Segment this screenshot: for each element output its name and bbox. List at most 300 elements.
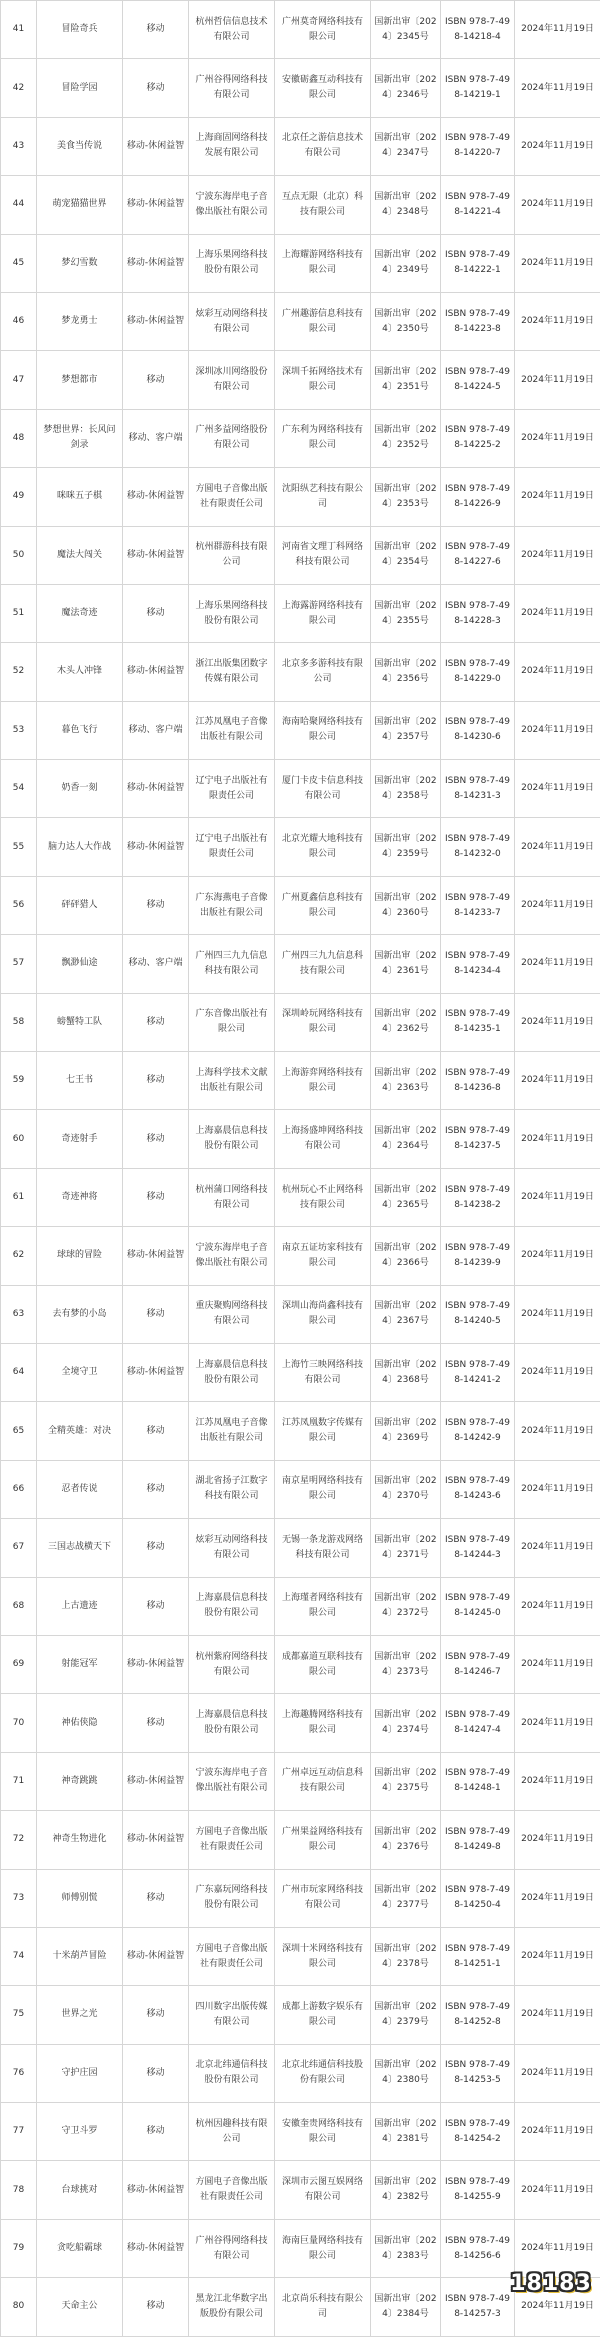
game-category-cell: 移动-休闲益智: [123, 2161, 189, 2219]
row-number-cell: 43: [1, 117, 37, 175]
table-row: [1, 59, 600, 117]
publisher-unit-cell: 上海乐果网络科技股份有限公司: [189, 584, 275, 642]
isbn-number-cell: ISBN 978-7-498-14240-5: [441, 1285, 515, 1343]
game-category-cell: 移动-休闲益智: [123, 1927, 189, 1985]
table-row: [1, 1052, 600, 1110]
table-row: [1, 935, 600, 993]
game-category-cell: 移动-休闲益智: [123, 1343, 189, 1401]
approval-date-cell: 2024年11月19日: [515, 818, 600, 876]
table-row: [1, 1752, 600, 1810]
approval-date-cell: 2024年11月19日: [515, 1402, 600, 1460]
operator-unit-cell: 成都嘉道互联科技有限公司: [275, 1635, 371, 1693]
operator-unit-cell: 北京尚乐科技有限公司: [275, 2278, 371, 2336]
game-name-cell: 梦幻雪数: [37, 234, 123, 292]
approval-date-cell: 2024年11月19日: [515, 526, 600, 584]
operator-unit-cell: 上海游弈网络科技有限公司: [275, 1052, 371, 1110]
operator-unit-cell: 北京多多游科技有限公司: [275, 643, 371, 701]
isbn-number-cell: ISBN 978-7-498-14232-0: [441, 818, 515, 876]
approval-number-cell: 国新出审〔2024〕2360号: [371, 876, 441, 934]
table-row: [1, 1110, 600, 1168]
row-number-cell: 59: [1, 1052, 37, 1110]
game-category-cell: 移动: [123, 1869, 189, 1927]
game-category-cell: 移动: [123, 1577, 189, 1635]
row-number-cell: 47: [1, 351, 37, 409]
isbn-number-cell: ISBN 978-7-498-14252-8: [441, 1986, 515, 2044]
row-number-cell: 65: [1, 1402, 37, 1460]
isbn-number-cell: ISBN 978-7-498-14222-1: [441, 234, 515, 292]
approval-date-cell: 2024年11月19日: [515, 993, 600, 1051]
operator-unit-cell: 互点无限（北京）科技有限公司: [275, 176, 371, 234]
game-name-cell: 奶香一刻: [37, 760, 123, 818]
operator-unit-cell: 北京北纬通信科技股份有限公司: [275, 2044, 371, 2102]
game-category-cell: 移动: [123, 1168, 189, 1226]
approval-date-cell: 2024年11月19日: [515, 701, 600, 759]
operator-unit-cell: 南京五证坊家科技有限公司: [275, 1227, 371, 1285]
game-category-cell: 移动-休闲益智: [123, 643, 189, 701]
approval-date-cell: 2024年11月19日: [515, 584, 600, 642]
game-name-cell: 冒险学园: [37, 59, 123, 117]
game-name-cell: 砰砰猎人: [37, 876, 123, 934]
game-name-cell: 守护庄园: [37, 2044, 123, 2102]
approval-date-cell: 2024年11月19日: [515, 1869, 600, 1927]
game-name-cell: 全境守卫: [37, 1343, 123, 1401]
operator-unit-cell: 厦门卡皮卡信息科技有限公司: [275, 760, 371, 818]
row-number-cell: 79: [1, 2219, 37, 2277]
isbn-number-cell: ISBN 978-7-498-14218-4: [441, 1, 515, 59]
game-name-cell: 射能冠军: [37, 1635, 123, 1693]
table-row: [1, 526, 600, 584]
approval-number-cell: 国新出审〔2024〕2365号: [371, 1168, 441, 1226]
approval-date-cell: 2024年11月19日: [515, 1694, 600, 1752]
game-category-cell: 移动-休闲益智: [123, 1752, 189, 1810]
approval-number-cell: 国新出审〔2024〕2354号: [371, 526, 441, 584]
row-number-cell: 46: [1, 292, 37, 350]
game-name-cell: 冒险奇兵: [37, 1, 123, 59]
row-number-cell: 76: [1, 2044, 37, 2102]
table-row: [1, 1343, 600, 1401]
table-row: [1, 1635, 600, 1693]
approval-number-cell: 国新出审〔2024〕2363号: [371, 1052, 441, 1110]
approval-date-cell: 2024年11月19日: [515, 1460, 600, 1518]
game-category-cell: 移动-休闲益智: [123, 1227, 189, 1285]
operator-unit-cell: 江苏凤凰数字传媒有限公司: [275, 1402, 371, 1460]
operator-unit-cell: 广州四三九九信息科技有限公司: [275, 935, 371, 993]
approval-number-cell: 国新出审〔2024〕2353号: [371, 468, 441, 526]
isbn-number-cell: ISBN 978-7-498-14219-1: [441, 59, 515, 117]
row-number-cell: 53: [1, 701, 37, 759]
game-name-cell: 神奇跳跳: [37, 1752, 123, 1810]
table-row: [1, 584, 600, 642]
game-category-cell: 移动-休闲益智: [123, 818, 189, 876]
publisher-unit-cell: 四川数字出版传媒有限公司: [189, 1986, 275, 2044]
isbn-number-cell: ISBN 978-7-498-14234-4: [441, 935, 515, 993]
game-name-cell: 七王书: [37, 1052, 123, 1110]
game-name-cell: 螃蟹特工队: [37, 993, 123, 1051]
game-category-cell: 移动: [123, 1, 189, 59]
table-row: [1, 1168, 600, 1226]
approval-date-cell: 2024年11月19日: [515, 1, 600, 59]
game-name-cell: 梦想都市: [37, 351, 123, 409]
operator-unit-cell: 河南省文理丁科网络科技有限公司: [275, 526, 371, 584]
game-category-cell: 移动-休闲益智: [123, 1811, 189, 1869]
approval-date-cell: 2024年11月19日: [515, 292, 600, 350]
publisher-unit-cell: 上海乐果网络科技股份有限公司: [189, 234, 275, 292]
approval-date-cell: 2024年11月19日: [515, 351, 600, 409]
isbn-number-cell: ISBN 978-7-498-14242-9: [441, 1402, 515, 1460]
row-number-cell: 60: [1, 1110, 37, 1168]
isbn-number-cell: ISBN 978-7-498-14223-8: [441, 292, 515, 350]
isbn-number-cell: ISBN 978-7-498-14236-8: [441, 1052, 515, 1110]
table-row: [1, 1402, 600, 1460]
isbn-number-cell: ISBN 978-7-498-14224-5: [441, 351, 515, 409]
table-row: [1, 117, 600, 175]
approval-number-cell: 国新出审〔2024〕2371号: [371, 1519, 441, 1577]
isbn-number-cell: ISBN 978-7-498-14233-7: [441, 876, 515, 934]
table-row: [1, 1, 600, 59]
table-row: [1, 234, 600, 292]
table-row: [1, 1927, 600, 1985]
isbn-number-cell: ISBN 978-7-498-14230-6: [441, 701, 515, 759]
row-number-cell: 52: [1, 643, 37, 701]
table-row: [1, 2044, 600, 2102]
game-name-cell: 神佑侠隐: [37, 1694, 123, 1752]
operator-unit-cell: 广州趣游信息科技有限公司: [275, 292, 371, 350]
approval-date-cell: 2024年11月19日: [515, 234, 600, 292]
approval-date-cell: 2024年11月19日: [515, 2103, 600, 2161]
publisher-unit-cell: 广东嘉玩网络科技股份有限公司: [189, 1869, 275, 1927]
operator-unit-cell: 安徽奎贵网络科技有限公司: [275, 2103, 371, 2161]
isbn-number-cell: ISBN 978-7-498-14238-2: [441, 1168, 515, 1226]
row-number-cell: 61: [1, 1168, 37, 1226]
game-category-cell: 移动、客户端: [123, 701, 189, 759]
approval-number-cell: 国新出审〔2024〕2370号: [371, 1460, 441, 1518]
table-row: [1, 1285, 600, 1343]
table-row: [1, 292, 600, 350]
operator-unit-cell: 深圳市云图互娱网络有限公司: [275, 2161, 371, 2219]
row-number-cell: 67: [1, 1519, 37, 1577]
table-row: [1, 409, 600, 467]
operator-unit-cell: 广州果益网络科技有限公司: [275, 1811, 371, 1869]
approval-number-cell: 国新出审〔2024〕2368号: [371, 1343, 441, 1401]
approval-date-cell: 2024年11月19日: [515, 876, 600, 934]
game-category-cell: 移动: [123, 584, 189, 642]
watermark-text: 18183: [510, 2271, 592, 2296]
row-number-cell: 42: [1, 59, 37, 117]
publisher-unit-cell: 广东音像出版社有限公司: [189, 993, 275, 1051]
row-number-cell: 62: [1, 1227, 37, 1285]
publisher-unit-cell: 江苏凤凰电子音像出版社有限公司: [189, 1402, 275, 1460]
approval-number-cell: 国新出审〔2024〕2376号: [371, 1811, 441, 1869]
publisher-unit-cell: 宁波东海岸电子音像出版社有限公司: [189, 1227, 275, 1285]
table-row: [1, 876, 600, 934]
game-category-cell: 移动-休闲益智: [123, 2219, 189, 2277]
game-name-cell: 暮色飞行: [37, 701, 123, 759]
game-category-cell: 移动: [123, 2103, 189, 2161]
approval-date-cell: 2024年11月19日: [515, 2278, 600, 2336]
operator-unit-cell: 南京星明网络科技有限公司: [275, 1460, 371, 1518]
operator-unit-cell: 上海露游网络科技有限公司: [275, 584, 371, 642]
game-name-cell: 台球挑对: [37, 2161, 123, 2219]
row-number-cell: 70: [1, 1694, 37, 1752]
game-name-cell: 飘渺仙途: [37, 935, 123, 993]
table-row: [1, 643, 600, 701]
approval-date-cell: 2024年11月19日: [515, 1227, 600, 1285]
row-number-cell: 45: [1, 234, 37, 292]
isbn-number-cell: ISBN 978-7-498-14241-2: [441, 1343, 515, 1401]
row-number-cell: 74: [1, 1927, 37, 1985]
isbn-number-cell: ISBN 978-7-498-14250-4: [441, 1869, 515, 1927]
game-name-cell: 去有梦的小岛: [37, 1285, 123, 1343]
publisher-unit-cell: 宁波东海岸电子音像出版社有限公司: [189, 1752, 275, 1810]
isbn-number-cell: ISBN 978-7-498-14227-6: [441, 526, 515, 584]
isbn-number-cell: ISBN 978-7-498-14226-9: [441, 468, 515, 526]
approval-date-cell: 2024年11月19日: [515, 1986, 600, 2044]
table-row: [1, 1227, 600, 1285]
isbn-number-cell: ISBN 978-7-498-14246-7: [441, 1635, 515, 1693]
operator-unit-cell: 上海趣腾网络科技有限公司: [275, 1694, 371, 1752]
game-category-cell: 移动: [123, 1110, 189, 1168]
approval-number-cell: 国新出审〔2024〕2369号: [371, 1402, 441, 1460]
publisher-unit-cell: 炫彩互动网络科技有限公司: [189, 292, 275, 350]
publisher-unit-cell: 上海嘉晨信息科技股份有限公司: [189, 1694, 275, 1752]
isbn-number-cell: ISBN 978-7-498-14244-3: [441, 1519, 515, 1577]
operator-unit-cell: 海南巨量网络科技有限公司: [275, 2219, 371, 2277]
approval-number-cell: 国新出审〔2024〕2377号: [371, 1869, 441, 1927]
game-category-cell: 移动: [123, 59, 189, 117]
approval-date-cell: 2024年11月19日: [515, 1285, 600, 1343]
row-number-cell: 50: [1, 526, 37, 584]
table-row: [1, 993, 600, 1051]
game-category-cell: 移动: [123, 1694, 189, 1752]
approval-number-cell: 国新出审〔2024〕2384号: [371, 2278, 441, 2336]
game-name-cell: 天命主公: [37, 2278, 123, 2336]
game-category-cell: 移动-休闲益智: [123, 176, 189, 234]
row-number-cell: 57: [1, 935, 37, 993]
publisher-unit-cell: 广东海燕电子音像出版社有限公司: [189, 876, 275, 934]
publisher-unit-cell: 宁波东海岸电子音像出版社有限公司: [189, 176, 275, 234]
publisher-unit-cell: 重庆聚购网络科技有限公司: [189, 1285, 275, 1343]
isbn-number-cell: ISBN 978-7-498-14221-4: [441, 176, 515, 234]
table-row: [1, 1811, 600, 1869]
game-category-cell: 移动: [123, 993, 189, 1051]
row-number-cell: 48: [1, 409, 37, 467]
approval-date-cell: 2024年11月19日: [515, 468, 600, 526]
row-number-cell: 54: [1, 760, 37, 818]
approval-date-cell: 2024年11月19日: [515, 1343, 600, 1401]
isbn-number-cell: ISBN 978-7-498-14249-8: [441, 1811, 515, 1869]
approval-number-cell: 国新出审〔2024〕2358号: [371, 760, 441, 818]
approval-number-cell: 国新出审〔2024〕2350号: [371, 292, 441, 350]
approval-number-cell: 国新出审〔2024〕2379号: [371, 1986, 441, 2044]
game-category-cell: 移动: [123, 2278, 189, 2336]
operator-unit-cell: 深圳山海尚鑫科技有限公司: [275, 1285, 371, 1343]
operator-unit-cell: 上海扬盛坤网络科技有限公司: [275, 1110, 371, 1168]
publisher-unit-cell: 广州谷得网络科技有限公司: [189, 2219, 275, 2277]
operator-unit-cell: 安徽砺鑫互动科技有限公司: [275, 59, 371, 117]
isbn-number-cell: ISBN 978-7-498-14253-5: [441, 2044, 515, 2102]
approval-number-cell: 国新出审〔2024〕2347号: [371, 117, 441, 175]
approval-date-cell: 2024年11月19日: [515, 1110, 600, 1168]
publisher-unit-cell: 黑龙江北华数字出版股份有限公司: [189, 2278, 275, 2336]
game-category-cell: 移动: [123, 1285, 189, 1343]
approval-date-cell: 2024年11月19日: [515, 1519, 600, 1577]
isbn-number-cell: ISBN 978-7-498-14231-3: [441, 760, 515, 818]
operator-unit-cell: 上海竹三映网络科技有限公司: [275, 1343, 371, 1401]
approval-date-cell: 2024年11月19日: [515, 409, 600, 467]
approval-date-cell: 2024年11月19日: [515, 2161, 600, 2219]
publisher-unit-cell: 浙江出版集团数字传媒有限公司: [189, 643, 275, 701]
table-row: [1, 1694, 600, 1752]
row-number-cell: 63: [1, 1285, 37, 1343]
approval-number-cell: 国新出审〔2024〕2362号: [371, 993, 441, 1051]
operator-unit-cell: 上海耀游网络科技有限公司: [275, 234, 371, 292]
game-category-cell: 移动: [123, 1052, 189, 1110]
publisher-unit-cell: 上海科学技术文献出版社有限公司: [189, 1052, 275, 1110]
game-name-cell: 奇迹射手: [37, 1110, 123, 1168]
isbn-number-cell: ISBN 978-7-498-14247-4: [441, 1694, 515, 1752]
isbn-number-cell: ISBN 978-7-498-14235-1: [441, 993, 515, 1051]
isbn-number-cell: ISBN 978-7-498-14225-2: [441, 409, 515, 467]
site-watermark-logo: [508, 2263, 594, 2303]
isbn-number-cell: ISBN 978-7-498-14237-5: [441, 1110, 515, 1168]
row-number-cell: 44: [1, 176, 37, 234]
operator-unit-cell: 沈阳纵艺科技有限公司: [275, 468, 371, 526]
approval-number-cell: 国新出审〔2024〕2361号: [371, 935, 441, 993]
operator-unit-cell: 广东利为网络科技有限公司: [275, 409, 371, 467]
approval-number-cell: 国新出审〔2024〕2359号: [371, 818, 441, 876]
approval-date-cell: 2024年11月19日: [515, 176, 600, 234]
publisher-unit-cell: 辽宁电子出版社有限责任公司: [189, 818, 275, 876]
game-name-cell: 魔法大闯关: [37, 526, 123, 584]
approval-number-cell: 国新出审〔2024〕2346号: [371, 59, 441, 117]
isbn-number-cell: ISBN 978-7-498-14248-1: [441, 1752, 515, 1810]
operator-unit-cell: 海南哈聚网络科技有限公司: [275, 701, 371, 759]
row-number-cell: 68: [1, 1577, 37, 1635]
row-number-cell: 75: [1, 1986, 37, 2044]
game-name-cell: 神奇生物进化: [37, 1811, 123, 1869]
publisher-unit-cell: 方圆电子音像出版社有限责任公司: [189, 1811, 275, 1869]
table-row: [1, 1986, 600, 2044]
approval-date-cell: 2024年11月19日: [515, 1635, 600, 1693]
game-category-cell: 移动: [123, 876, 189, 934]
approval-number-cell: 国新出审〔2024〕2355号: [371, 584, 441, 642]
game-category-cell: 移动: [123, 1986, 189, 2044]
isbn-number-cell: ISBN 978-7-498-14245-0: [441, 1577, 515, 1635]
game-category-cell: 移动-休闲益智: [123, 760, 189, 818]
approval-date-cell: 2024年11月19日: [515, 760, 600, 818]
game-category-cell: 移动、客户端: [123, 409, 189, 467]
approval-number-cell: 国新出审〔2024〕2352号: [371, 409, 441, 467]
table-row: [1, 176, 600, 234]
approval-number-cell: 国新出审〔2024〕2372号: [371, 1577, 441, 1635]
row-number-cell: 71: [1, 1752, 37, 1810]
operator-unit-cell: 深圳十米网络科技有限公司: [275, 1927, 371, 1985]
publisher-unit-cell: 炫彩互动网络科技有限公司: [189, 1519, 275, 1577]
approval-number-cell: 国新出审〔2024〕2364号: [371, 1110, 441, 1168]
publisher-unit-cell: 深圳冰川网络股份有限公司: [189, 351, 275, 409]
publisher-unit-cell: 上海嘉晨信息科技股份有限公司: [189, 1577, 275, 1635]
game-name-cell: 梦想世界：长风问剑录: [37, 409, 123, 467]
isbn-number-cell: ISBN 978-7-498-14257-3: [441, 2278, 515, 2336]
approval-number-cell: 国新出审〔2024〕2349号: [371, 234, 441, 292]
approval-number-cell: 国新出审〔2024〕2366号: [371, 1227, 441, 1285]
operator-unit-cell: 北京光耀大地科技有限公司: [275, 818, 371, 876]
table-row: [1, 468, 600, 526]
game-name-cell: 全精英雄：对决: [37, 1402, 123, 1460]
isbn-number-cell: ISBN 978-7-498-14251-1: [441, 1927, 515, 1985]
game-name-cell: 三国志战横天下: [37, 1519, 123, 1577]
approval-date-cell: 2024年11月19日: [515, 935, 600, 993]
game-category-cell: 移动-休闲益智: [123, 1635, 189, 1693]
approval-date-cell: 2024年11月19日: [515, 117, 600, 175]
approval-date-cell: 2024年11月19日: [515, 1052, 600, 1110]
approval-number-cell: 国新出审〔2024〕2382号: [371, 2161, 441, 2219]
row-number-cell: 80: [1, 2278, 37, 2336]
row-number-cell: 58: [1, 993, 37, 1051]
approval-date-cell: 2024年11月19日: [515, 1927, 600, 1985]
game-category-cell: 移动、客户端: [123, 935, 189, 993]
operator-unit-cell: 广州市玩家网络科技有限公司: [275, 1869, 371, 1927]
table-row: [1, 1519, 600, 1577]
approval-number-cell: 国新出审〔2024〕2348号: [371, 176, 441, 234]
publisher-unit-cell: 湖北省扬子江数字科技有限公司: [189, 1460, 275, 1518]
publisher-unit-cell: 北京北纬通信科技股份有限公司: [189, 2044, 275, 2102]
table-row: [1, 2161, 600, 2219]
isbn-number-cell: ISBN 978-7-498-14255-9: [441, 2161, 515, 2219]
publisher-unit-cell: 上海商固网络科技发展有限公司: [189, 117, 275, 175]
table-row: [1, 818, 600, 876]
approval-date-cell: 2024年11月19日: [515, 1168, 600, 1226]
game-name-cell: 奇迹神将: [37, 1168, 123, 1226]
publisher-unit-cell: 辽宁电子出版社有限责任公司: [189, 760, 275, 818]
game-name-cell: 木头人冲锋: [37, 643, 123, 701]
table-row: [1, 2103, 600, 2161]
row-number-cell: 51: [1, 584, 37, 642]
game-name-cell: 师傅别慌: [37, 1869, 123, 1927]
publisher-unit-cell: 广州四三九九信息科技有限公司: [189, 935, 275, 993]
publisher-unit-cell: 方圆电子音像出版社有限责任公司: [189, 1927, 275, 1985]
game-name-cell: 咪咪五子棋: [37, 468, 123, 526]
approval-number-cell: 国新出审〔2024〕2374号: [371, 1694, 441, 1752]
approval-date-cell: 2024年11月19日: [515, 643, 600, 701]
operator-unit-cell: 成都上游数字娱乐有限公司: [275, 1986, 371, 2044]
publisher-unit-cell: 杭州哲信信息技术有限公司: [189, 1, 275, 59]
publisher-unit-cell: 方圆电子音像出版社有限责任公司: [189, 468, 275, 526]
publisher-unit-cell: 上海嘉晨信息科技股份有限公司: [189, 1110, 275, 1168]
approval-number-cell: 国新出审〔2024〕2375号: [371, 1752, 441, 1810]
game-name-cell: 贪吃船霸球: [37, 2219, 123, 2277]
isbn-number-cell: ISBN 978-7-498-14254-2: [441, 2103, 515, 2161]
row-number-cell: 64: [1, 1343, 37, 1401]
row-number-cell: 41: [1, 1, 37, 59]
approval-date-cell: 2024年11月19日: [515, 1811, 600, 1869]
approval-date-cell: 2024年11月19日: [515, 2044, 600, 2102]
game-category-cell: 移动: [123, 351, 189, 409]
approval-date-cell: 2024年11月19日: [515, 1752, 600, 1810]
operator-unit-cell: 深圳岭玩网络科技有限公司: [275, 993, 371, 1051]
game-category-cell: 移动: [123, 2044, 189, 2102]
row-number-cell: 55: [1, 818, 37, 876]
row-number-cell: 78: [1, 2161, 37, 2219]
approval-number-cell: 国新出审〔2024〕2383号: [371, 2219, 441, 2277]
game-name-cell: 忍者传说: [37, 1460, 123, 1518]
publisher-unit-cell: 上海嘉晨信息科技股份有限公司: [189, 1343, 275, 1401]
game-category-cell: 移动: [123, 1402, 189, 1460]
operator-unit-cell: 杭州玩心不止网络科技有限公司: [275, 1168, 371, 1226]
game-category-cell: 移动-休闲益智: [123, 234, 189, 292]
table-row: [1, 701, 600, 759]
game-name-cell: 梦龙勇士: [37, 292, 123, 350]
